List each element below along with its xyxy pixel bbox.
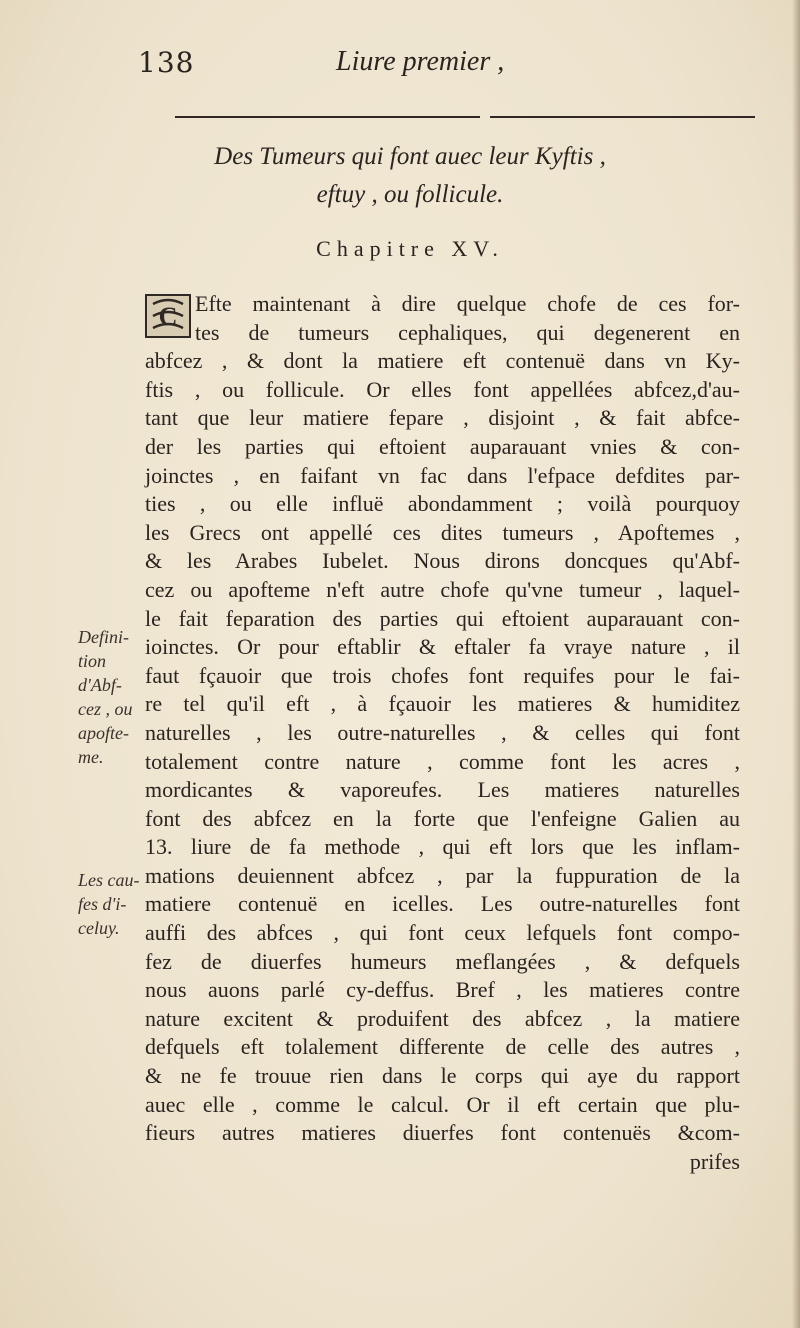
margin-note-causes <box>78 868 140 940</box>
body-line: naturelles , les outre-naturelles , & celles qui font <box>145 719 740 745</box>
margin-note-line: d'Abf- <box>78 675 122 695</box>
body-line: totalement contre nature , comme font les acres , <box>145 748 740 774</box>
body-line: joinctes , en faifant vn fac dans l'efpace defdites par- <box>145 462 740 488</box>
body-line: defquels eft tolalement differente de celle des autres , <box>145 1034 740 1060</box>
body-line: les Grecs ont appellé ces dites tumeurs , Apoftemes , <box>145 519 740 545</box>
header-rule-left <box>175 116 480 118</box>
body-line: faut fçauoir que trois chofes font requifes pour le fai- <box>145 662 740 688</box>
body-line: ties , ou elle influë abondamment ; voilà pourquoy <box>145 491 740 517</box>
margin-note-line: apofte- <box>78 723 129 743</box>
body-line: & ne fe trouue rien dans le corps qui aye du rapport <box>145 1063 740 1089</box>
margin-note-line: Les cau- <box>78 870 140 890</box>
body-line: Efte maintenant à dire quelque chofe de ces for- <box>195 291 740 316</box>
margin-note-line: Defini- <box>78 627 129 647</box>
chapter-heading: Chapitre XV. <box>316 236 504 261</box>
body-line: 13. liure de fa methode , qui eft lors que les inflam- <box>145 834 740 860</box>
body-text <box>145 290 740 1176</box>
header-rule-right <box>490 116 755 118</box>
margin-note-line: cez , ou <box>78 699 133 719</box>
margin-note-line: tion <box>78 651 107 671</box>
margin-note-line: me. <box>78 747 104 767</box>
body-line: fez de diuerfes humeurs meflangées , & defquels <box>145 948 740 974</box>
margin-note-line: celuy. <box>78 918 120 938</box>
body-line: nous auons parlé cy-deffus. Bref , les matieres contre <box>145 977 740 1003</box>
section-title-line-1: Des Tumeurs qui font auec leur Kyftis , <box>214 143 606 170</box>
body-line: nature excitent & produifent des abfcez , la matiere <box>145 1005 740 1031</box>
catchword: prifes <box>689 1148 740 1174</box>
page-header <box>138 40 598 82</box>
body-line: auec elle , comme le calcul. Or il eft certain que plu- <box>145 1091 740 1117</box>
body-line: mordicantes & vaporeufes. Les matieres naturelles <box>145 777 740 803</box>
body-line: fieurs autres matieres diuerfes font contenuës &com- <box>145 1120 740 1146</box>
section-title-line-2: eftuy , ou follicule. <box>316 181 504 208</box>
body-line: abfcez , & dont la matiere eft contenuë dans vn Ky- <box>145 348 740 374</box>
page-number: 138 <box>138 46 195 79</box>
body-line: font des abfcez en la forte que l'enfeigne Galien au <box>145 805 740 831</box>
body-line: cez ou apofteme n'eft autre chofe qu'vne tumeur , laquel- <box>145 576 740 602</box>
body-line: re tel qu'il eft , à fçauoir les matieres & humiditez <box>145 691 740 717</box>
body-line: ioinctes. Or pour eftablir & eftaler fa vraye nature , il <box>145 634 740 660</box>
body-line: mations deuiennent abfcez , par la fuppuration de la <box>145 862 740 888</box>
section-title <box>150 138 670 214</box>
body-line: tant que leur matiere fepare , disjoint , & fait abfce- <box>145 405 740 431</box>
body-line: le fait feparation des parties qui eftoient auparauant con- <box>145 605 740 631</box>
body-line: & les Arabes Iubelet. Nous dirons doncques qu'Abf- <box>145 548 740 574</box>
margin-note-definition <box>78 625 140 769</box>
body-line: tes de tumeurs cephaliques, qui degenerent en <box>195 319 740 345</box>
svg-text:C: C <box>158 302 178 331</box>
body-line: ftis , ou follicule. Or elles font appellées abfcez,d'au- <box>145 376 740 402</box>
body-line: der les parties qui eftoient auparauant vnies & con- <box>145 433 740 459</box>
body-line: matiere contenuë en icelles. Les outre-naturelles font <box>145 891 740 917</box>
running-title: Liure premier , <box>336 46 505 77</box>
body-line: auffi des abfces , qui font ceux lefquels font compo- <box>145 920 740 946</box>
margin-note-line: fes d'i- <box>78 894 127 914</box>
page-edge-shadow <box>792 0 800 1328</box>
